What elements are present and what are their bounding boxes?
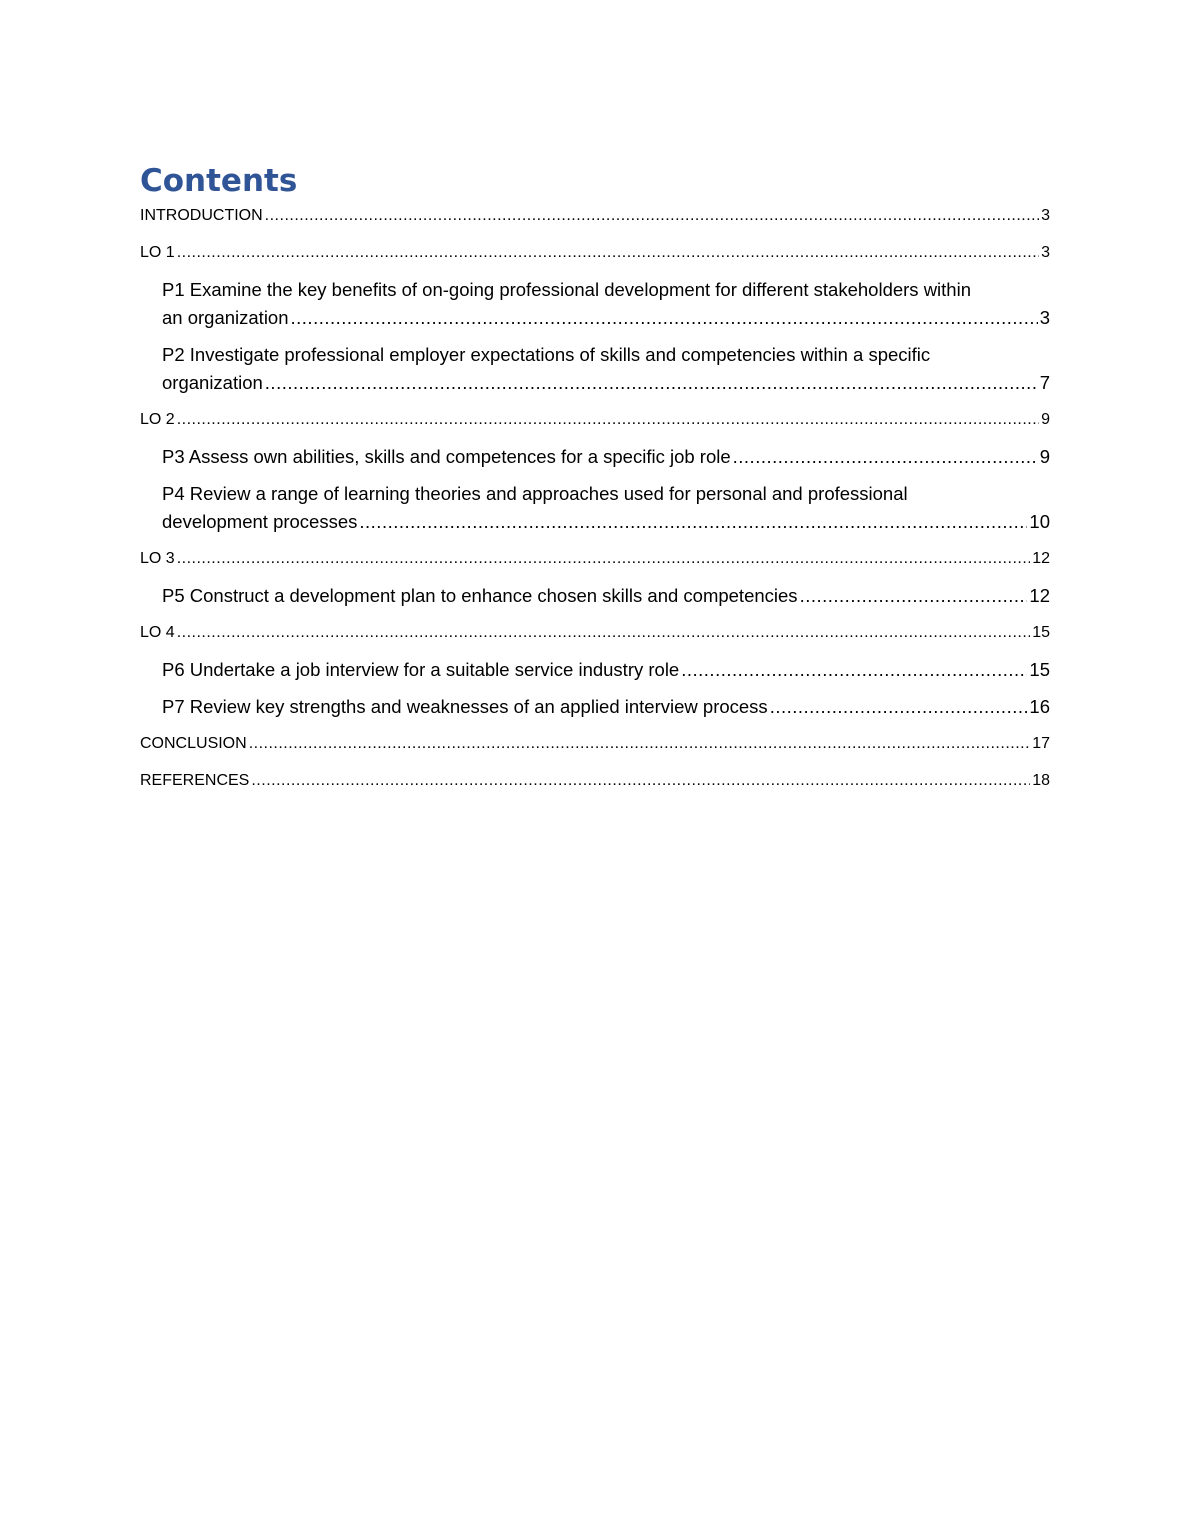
- toc-entry-p3[interactable]: [140, 443, 1050, 471]
- toc-page-number: 3: [1041, 207, 1050, 224]
- toc-entry-p5[interactable]: [140, 582, 1050, 610]
- toc-entry-p4[interactable]: [140, 480, 1050, 536]
- toc-entry-text: LO 1: [140, 244, 175, 261]
- toc-entry-text: an organization: [162, 307, 289, 328]
- toc-entry-p1[interactable]: [140, 276, 1050, 332]
- toc-leader-dots: [249, 730, 1031, 758]
- toc-page-number: 9: [1039, 446, 1050, 467]
- document-page: [140, 162, 1050, 804]
- toc-page-number: 15: [1032, 624, 1050, 641]
- toc-page-number: 3: [1041, 244, 1050, 261]
- toc-leader-dots: [681, 656, 1027, 684]
- toc-page-number: 15: [1029, 659, 1050, 680]
- toc-page-number: 18: [1032, 772, 1050, 789]
- toc-page-number: 17: [1032, 735, 1050, 752]
- toc-leader-dots: [265, 202, 1039, 230]
- toc-entry-text: INTRODUCTION: [140, 207, 263, 224]
- toc-entry-lo2[interactable]: [140, 406, 1050, 434]
- toc-leader-dots: [265, 369, 1038, 397]
- toc-page-number: 7: [1039, 372, 1050, 393]
- toc-entry-text: P6 Undertake a job interview for a suitable service industry role: [162, 659, 680, 680]
- toc-entry-text: LO 3: [140, 550, 175, 567]
- toc-entry-text: organization: [162, 372, 263, 393]
- toc-entry-lo4[interactable]: [140, 619, 1050, 647]
- toc-entry-lo1[interactable]: [140, 239, 1050, 267]
- toc-entry-lo3[interactable]: [140, 545, 1050, 573]
- toc-entry-introduction[interactable]: [140, 202, 1050, 230]
- toc-entry-p7[interactable]: [140, 693, 1050, 721]
- toc-page-number: 12: [1029, 585, 1050, 606]
- toc-entry-text-line1: P2 Investigate professional employer expectations of skills and competencies within a specific: [162, 344, 931, 365]
- toc-entry-text: LO 4: [140, 624, 175, 641]
- toc-entry-text: CONCLUSION: [140, 735, 247, 752]
- toc-entry-text-line1: P1 Examine the key benefits of on-going professional development for different stakeholders within: [162, 279, 971, 300]
- toc-entry-text: P7 Review key strengths and weaknesses of an applied interview process: [162, 696, 768, 717]
- toc-entry-p2[interactable]: [140, 341, 1050, 397]
- toc-page-number: 16: [1029, 696, 1050, 717]
- toc-leader-dots: [733, 443, 1038, 471]
- toc-entry-text-line1: P4 Review a range of learning theories and approaches used for personal and professional: [162, 483, 908, 504]
- toc-page-number: 3: [1039, 307, 1050, 328]
- table-of-contents: [140, 202, 1050, 795]
- toc-title: Contents: [140, 163, 298, 199]
- toc-leader-dots: [177, 239, 1039, 267]
- toc-leader-dots: [800, 582, 1028, 610]
- toc-entry-text: LO 2: [140, 411, 175, 428]
- toc-leader-dots: [359, 508, 1027, 536]
- toc-entry-text: development processes: [162, 511, 358, 532]
- toc-leader-dots: [177, 619, 1031, 647]
- toc-page-number: 12: [1032, 550, 1050, 567]
- toc-entry-p6[interactable]: [140, 656, 1050, 684]
- toc-page-number: 9: [1041, 411, 1050, 428]
- toc-entry-conclusion[interactable]: [140, 730, 1050, 758]
- toc-leader-dots: [251, 767, 1030, 795]
- toc-entry-text: P3 Assess own abilities, skills and competences for a specific job role: [162, 446, 731, 467]
- toc-leader-dots: [291, 304, 1038, 332]
- toc-page-number: 10: [1029, 511, 1050, 532]
- toc-entry-text: P5 Construct a development plan to enhance chosen skills and competencies: [162, 585, 798, 606]
- toc-leader-dots: [770, 693, 1028, 721]
- toc-leader-dots: [177, 406, 1039, 434]
- toc-entry-references[interactable]: [140, 767, 1050, 795]
- toc-entry-text: REFERENCES: [140, 772, 250, 789]
- toc-leader-dots: [177, 545, 1031, 573]
